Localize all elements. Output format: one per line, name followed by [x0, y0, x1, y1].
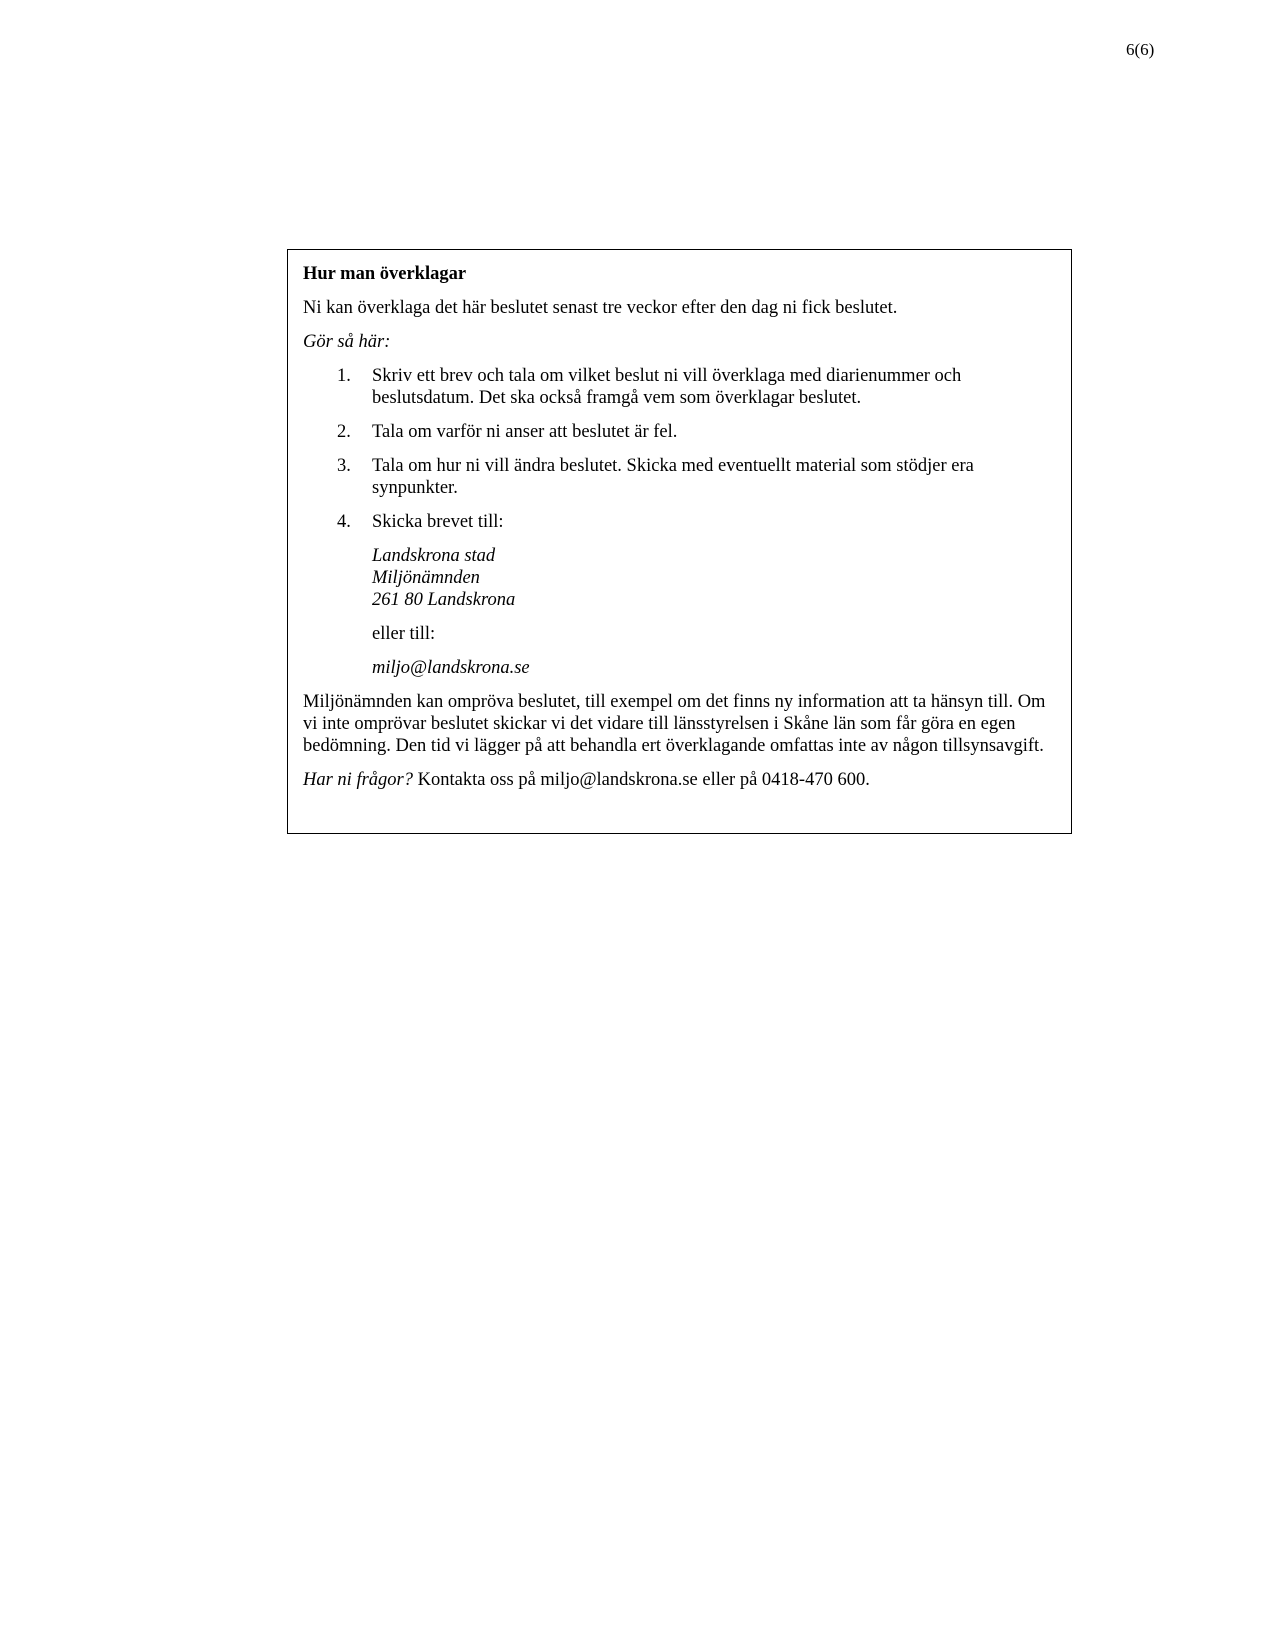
step-text: Skicka brevet till: — [372, 512, 504, 532]
step-number: 2. — [337, 422, 351, 442]
appeal-info-box — [287, 249, 1072, 834]
postal-address — [303, 545, 1057, 611]
step-number: 1. — [337, 366, 351, 386]
step-item — [303, 455, 1057, 499]
step-number: 3. — [337, 456, 351, 476]
questions-label: Har ni frågor? — [303, 770, 413, 790]
review-paragraph: Miljönämnden kan ompröva beslutet, till exempel om det finns ny information att ta hänsyn till. Om vi inte omprövar beslutet skickar vi det vidare till länsstyrelsen i Skåne län som får göra en egen bedömning. Den tid vi lägger på att behandla ert överklagande omfattas inte av någon tillsynsavgift. — [303, 692, 1046, 756]
appeal-title: Hur man överklagar — [303, 264, 467, 284]
address-line-postal-code: 261 80 Landskrona — [372, 590, 516, 610]
address-line-organization: Landskrona stad — [372, 546, 496, 566]
step-text: Skriv ett brev och tala om vilket beslut ni vill överklaga med diarienummer och beslutsdatum. Det ska också framgå vem som överklagar beslutet. — [372, 366, 962, 408]
howto-label: Gör så här: — [303, 332, 391, 352]
page-number: 6(6) — [1126, 40, 1155, 59]
appeal-intro: Ni kan överklaga det här beslutet senast tre veckor efter den dag ni fick beslutet. — [303, 298, 898, 318]
step-text: Tala om hur ni vill ändra beslutet. Skicka med eventuellt material som stödjer era synpunkter. — [372, 456, 974, 498]
step-text: Tala om varför ni anser att beslutet är fel. — [372, 422, 678, 442]
steps-list — [303, 365, 1057, 533]
step-item — [303, 511, 1057, 533]
step-item — [303, 421, 1057, 443]
step-item — [303, 365, 1057, 409]
email-address: miljo@landskrona.se — [372, 658, 530, 678]
or-label: eller till: — [372, 624, 436, 644]
address-line-department: Miljönämnden — [372, 568, 480, 588]
step-number: 4. — [337, 512, 351, 532]
contact-paragraph — [303, 769, 1057, 791]
contact-text: Kontakta oss på miljo@landskrona.se eller på 0418-470 600. — [417, 770, 870, 790]
